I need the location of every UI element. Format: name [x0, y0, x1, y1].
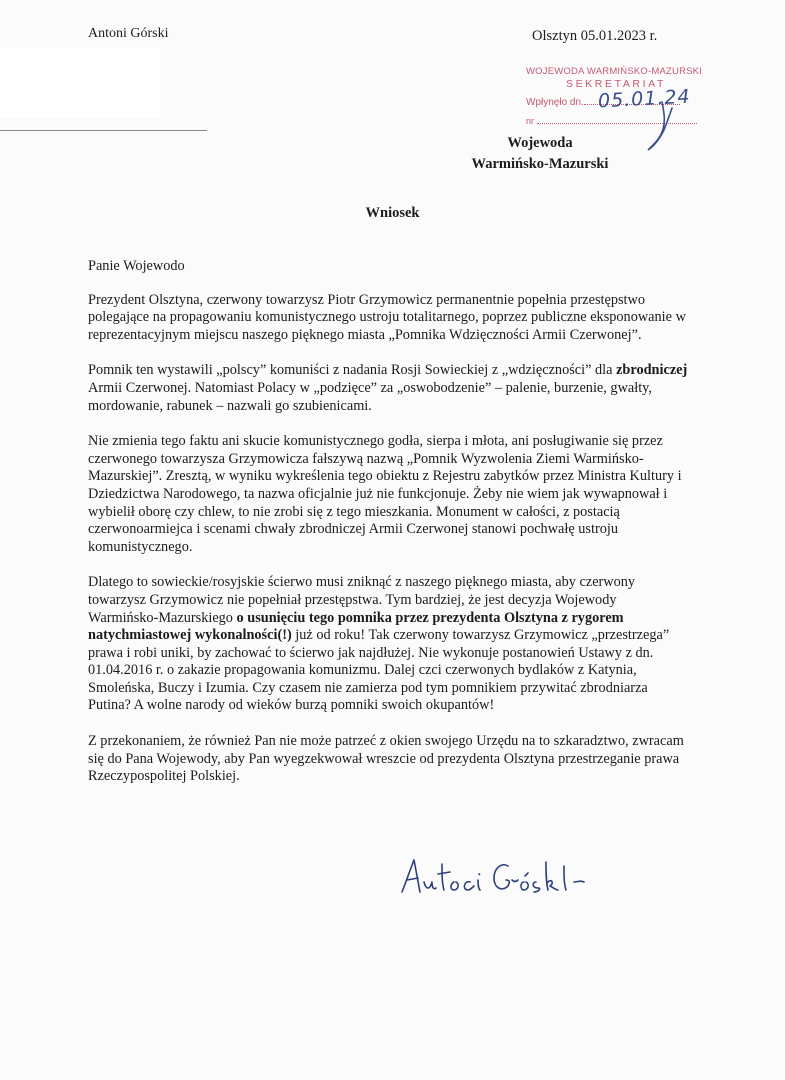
salutation: Panie Wojewodo	[88, 258, 185, 274]
paragraph-2-text-b: Armii Czerwonej. Natomiast Polacy w „podzięce” za „oswobodzenie” – palenie, burzenie, gwałty, mordowanie, rabunek – nazwali go szubienicami.	[88, 379, 652, 414]
paragraph-3: Nie zmienia tego faktu ani skucie komunistycznego godła, sierpa i młota, ani posługiwanie się przez czerwonego towarzysza Grzymowicza fałszywą nazwą „Pomnik Wyzwolenia Ziemi Warmińsko-Mazurskiej”. Zresztą, w wyniku wykreślenia tego obiektu z Rejestru zabytków przez Ministra Kultury i Dziedzictwa Narodowego, ta nazwa oficjalnie już nie funkcjonuje. Żeby nie wiem jak wywapnował i wybielił oborę czy chlew, to nie zrobi się z tego mieszkania. Monument w całości, z postacią czerwonoarmiejca i scenami chwały zbrodniczej Armii Czerwonej stanowi pochwałę ustroju komunistycznego.	[88, 433, 682, 555]
paragraph-4-bold: o usunięciu tego pomnika przez prezydenta Olsztyna z rygorem natychmiastowej wykonalności(!)	[88, 609, 624, 644]
recipient-block	[440, 133, 640, 175]
stamp-department: SEKRETARIAT	[566, 78, 666, 90]
document-title: Wniosek	[365, 205, 420, 221]
paragraph-2-bold: zbrodniczej	[616, 362, 688, 379]
paragraph-5: Z przekonaniem, że również Pan nie może patrzeć z okien swojego Urzędu na to szkaradztwo, zwracam się do Pana Wojewody, aby Pan wyegzekwował wreszcie od prezydenta Olsztyna przestrzeganie prawa Rzeczypospolitej Polskiej.	[88, 733, 684, 785]
stamp-number-label: nr	[526, 116, 535, 126]
stamp-received-label: Wpłynęło dn.	[526, 97, 584, 108]
paragraph-2-text-a: Pomnik ten wystawili „polscy” komuniści z nadania Rosji Sowieckiej z „wdzięczności” dla	[88, 362, 617, 379]
stamp-initials-signature	[640, 100, 680, 156]
letter-body	[88, 258, 688, 804]
sender-name: Antoni Górski	[88, 26, 169, 41]
paragraph-4	[88, 574, 688, 715]
place-and-date: Olsztyn 05.01.2023 r.	[532, 28, 658, 44]
paragraph-4-text-b: już od roku! Tak czerwony towarzysz Grzymowicz „przestrzega” prawa i robi uniki, by zachować to ścierwo jak najdłużej. Nie wykonuje postanowień Ustawy z dn. 01.04.2016 r. o zakazie propagowania komunizmu. Dalej czci czerwonych bydlaków z Katynia, Smoleńska, Buczy i Izumia. Czy czasem nie zamierza pod tym pomnikiem przywitać zbrodniarza Putina? A wolne narody od wieków burzą pomniki swoich okupantów!	[88, 627, 670, 714]
stamp-received-date: 05.01.24	[597, 85, 692, 113]
sender-divider	[0, 130, 207, 131]
paragraph-1: Prezydent Olsztyna, czerwony towarzysz Piotr Grzymowicz permanentnie popełnia przestępstwo polegające na propagowaniu komunistycznego ustroju totalitarnego, poprzez publiczne eksponowanie w reprezentacyjnym miejscu naszego pięknego miasta „Pomnika Wdzięczności Armii Czerwonej”.	[88, 291, 686, 343]
paragraph-4-text-a: Dlatego to sowieckie/rosyjskie ścierwo musi zniknąć z naszego pięknego miasta, aby czerwony towarzysz Grzymowicz nie popełniał przestępstwa. Tym bardziej, że jest decyzja Wojewody Warmińsko-Mazurskiego	[88, 574, 636, 626]
stamp-office: WOJEWODA WARMIŃSKO-MAZURSKI	[526, 66, 703, 77]
recipient-line-2: Warmińsko-Mazurski	[471, 156, 609, 172]
redacted-address	[0, 48, 160, 118]
paragraph-2	[88, 362, 688, 415]
recipient-line-1: Wojewoda	[507, 135, 573, 151]
handwritten-signature	[398, 852, 608, 902]
